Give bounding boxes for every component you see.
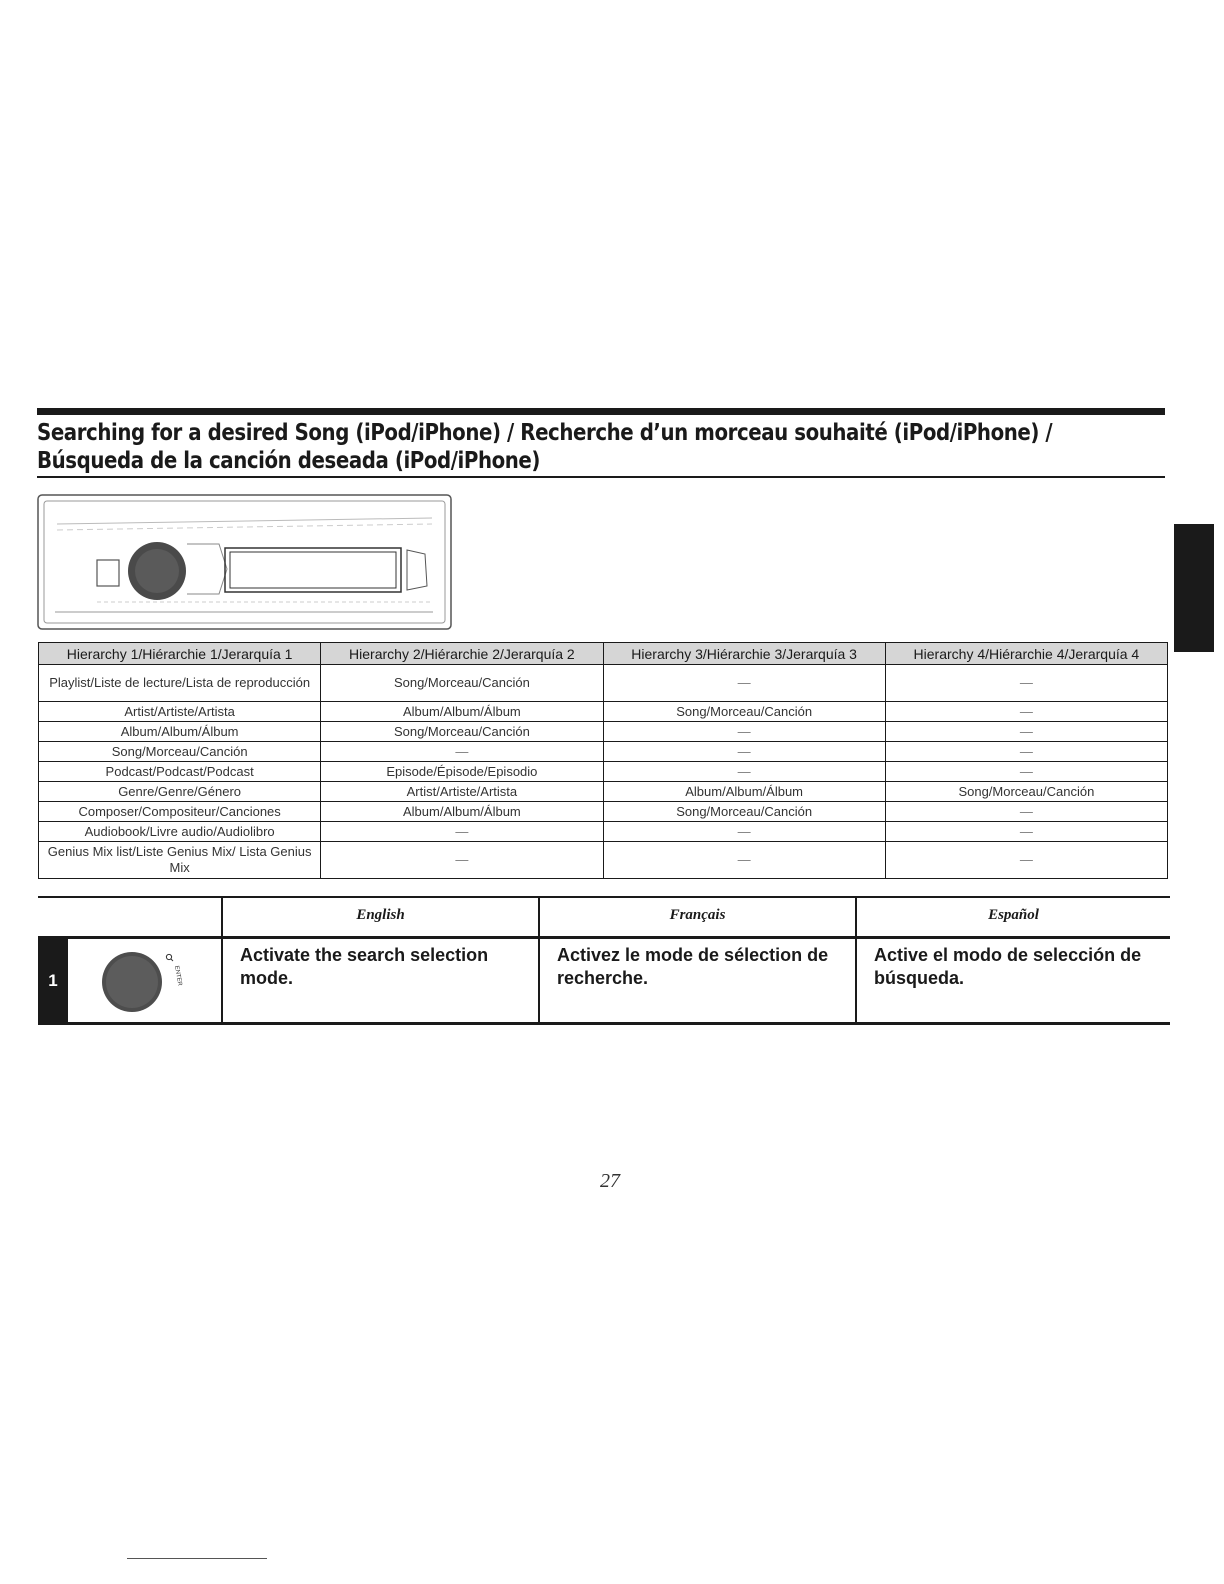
section-title [37, 419, 1053, 475]
table-cell: Song/Morceau/Canción [603, 802, 885, 822]
table-cell: Album/Album/Álbum [603, 782, 885, 802]
page-number: 27 [600, 1170, 620, 1192]
table-row [39, 665, 1168, 702]
table-cell: — [603, 822, 885, 842]
column-header-english: English [356, 907, 405, 923]
table-cell: Album/Album/Álbum [321, 702, 603, 722]
title-line-2: Búsqueda de la canción deseada (iPod/iPhone) [37, 448, 541, 474]
table-header-cell: Hierarchy 3/Hiérarchie 3/Jerarquía 3 [603, 643, 885, 665]
step-number: 1 [38, 939, 68, 1022]
table-cell: — [321, 842, 603, 879]
table-cell: Audiobook/Livre audio/Audiolibro [39, 822, 321, 842]
table-cell: Episode/Épisode/Episodio [321, 762, 603, 782]
table-cell: Song/Morceau/Canción [321, 665, 603, 702]
table-cell: Podcast/Podcast/Podcast [39, 762, 321, 782]
table-cell: — [321, 742, 603, 762]
table-cell: — [885, 665, 1167, 702]
table-header-row [39, 643, 1168, 665]
table-cell: — [885, 802, 1167, 822]
table-row [39, 822, 1168, 842]
table-cell: — [603, 665, 885, 702]
table-cell: — [603, 742, 885, 762]
table-cell: — [885, 742, 1167, 762]
table-row [39, 782, 1168, 802]
knob-enter-label: ENTER [173, 965, 183, 987]
table-row [39, 802, 1168, 822]
table-cell: Genre/Genre/Género [39, 782, 321, 802]
table-header-cell: Hierarchy 1/Hiérarchie 1/Jerarquía 1 [39, 643, 321, 665]
table-row [39, 742, 1168, 762]
table-cell: — [603, 762, 885, 782]
table-cell: — [885, 842, 1167, 879]
car-stereo-illustration [37, 494, 452, 630]
table-cell: Artist/Artiste/Artista [321, 782, 603, 802]
table-cell: Composer/Compositeur/Canciones [39, 802, 321, 822]
table-cell: — [885, 702, 1167, 722]
table-row [39, 702, 1168, 722]
table-cell: Artist/Artiste/Artista [39, 702, 321, 722]
table-row [39, 762, 1168, 782]
hierarchy-table [38, 642, 1168, 879]
instruction-steps [38, 896, 1170, 1026]
steps-bottom-rule [38, 1022, 1170, 1025]
table-row [39, 722, 1168, 742]
title-line-1: Searching for a desired Song (iPod/iPhone) / Recherche d’un morceau souhaité (iPod/iPhone) / [37, 420, 1053, 446]
table-cell: Album/Album/Álbum [39, 722, 321, 742]
steps-header-rule [38, 936, 1170, 939]
steps-top-rule [38, 896, 1170, 898]
table-cell: — [321, 822, 603, 842]
table-cell: Playlist/Liste de lecture/Lista de reproducción [39, 665, 321, 702]
top-rule [37, 408, 1165, 415]
table-row [39, 842, 1168, 879]
column-header-french: Français [669, 907, 726, 923]
table-cell: — [885, 722, 1167, 742]
table-cell: Song/Morceau/Canción [39, 742, 321, 762]
table-header-cell: Hierarchy 4/Hiérarchie 4/Jerarquía 4 [885, 643, 1167, 665]
table-cell: — [603, 842, 885, 879]
instruction-spanish: Active el modo de selección de búsqueda. [874, 945, 1142, 988]
instruction-french: Activez le mode de sélection de recherche. [557, 945, 829, 988]
table-cell: Song/Morceau/Canción [603, 702, 885, 722]
table-cell: — [885, 762, 1167, 782]
side-tab [1174, 524, 1214, 652]
table-cell: Song/Morceau/Canción [885, 782, 1167, 802]
table-cell: — [603, 722, 885, 742]
table-cell: — [885, 822, 1167, 842]
column-header-spanish: Español [988, 907, 1039, 923]
title-rule [37, 476, 1165, 478]
footnote-rule [127, 1558, 267, 1559]
table-header-cell: Hierarchy 2/Hiérarchie 2/Jerarquía 2 [321, 643, 603, 665]
enter-knob-icon [96, 946, 186, 1016]
table-cell: Genius Mix list/Liste Genius Mix/ Lista Genius Mix [39, 842, 321, 879]
table-cell: Song/Morceau/Canción [321, 722, 603, 742]
table-cell: Album/Album/Álbum [321, 802, 603, 822]
instruction-english: Activate the search selection mode. [240, 945, 489, 988]
